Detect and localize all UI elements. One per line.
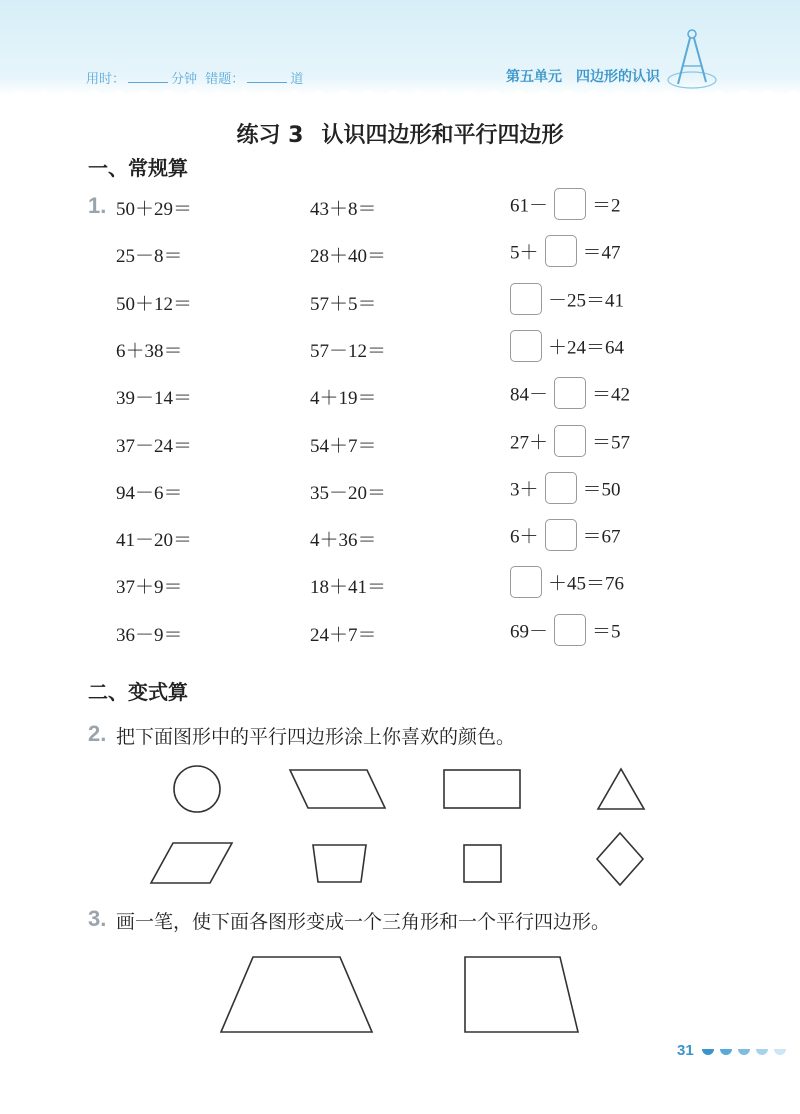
answer-box[interactable] (554, 377, 586, 409)
answer-box[interactable] (510, 283, 542, 315)
answer-box[interactable] (554, 425, 586, 457)
problem-col2-3: 57＋5＝ (310, 293, 377, 315)
problem-col2-7: 35－20＝ (310, 482, 387, 504)
rectangle-icon (444, 770, 520, 808)
question-number-3: 3. (88, 906, 107, 931)
page-number: 31 (677, 1042, 694, 1059)
problem-col1-7: 94－6＝ (116, 482, 183, 504)
problem-col3-8 (510, 519, 621, 551)
problem-col1-8: 41－20＝ (116, 530, 193, 552)
expression-after: ＝67 (582, 526, 621, 548)
answer-box[interactable] (554, 188, 586, 220)
problem-col3-6 (510, 425, 630, 457)
trapezoid-icon[interactable] (221, 957, 372, 1032)
expression-before: 5＋ (510, 242, 539, 264)
expression-before: 69－ (510, 621, 549, 643)
expression-after: ＋24＝64 (548, 337, 625, 359)
problem-col1-6: 37－24＝ (116, 435, 193, 457)
problem-col3-5 (510, 377, 630, 409)
expression-after: ＝57 (592, 432, 631, 453)
expression-before: 6＋ (510, 526, 539, 548)
right-trapezoid-icon[interactable] (465, 957, 578, 1032)
problem-col3-1 (510, 188, 621, 220)
expression-before: 27＋ (510, 432, 549, 453)
problem-col1-1: 50＋29＝ (116, 199, 193, 220)
expression-after: ＝5 (592, 621, 621, 643)
question-text-3: 画一笔，使下面各图形变成一个三角形和一个平行四边形。 (116, 911, 611, 933)
problem-col1-10: 36－9＝ (116, 624, 183, 646)
problem-col3-2 (510, 235, 621, 267)
expression-before: 84－ (510, 384, 549, 406)
expression-after: ＝2 (592, 195, 621, 217)
answer-box[interactable] (545, 235, 577, 267)
triangle-icon (598, 769, 644, 809)
trapezoid-icon (313, 845, 366, 882)
time-record (86, 68, 303, 87)
problem-col2-1: 43＋8＝ (310, 199, 377, 220)
compass-icon (666, 26, 718, 92)
problem-col2-5: 4＋19＝ (310, 388, 377, 410)
expression-before: 61－ (510, 195, 549, 217)
problem-col2-10: 24＋7＝ (310, 624, 377, 646)
expression-before: 3＋ (510, 479, 539, 501)
problem-col2-4: 57－12＝ (310, 340, 387, 362)
time-blank[interactable] (128, 82, 168, 83)
exercise-title: 认识四边形和平行四边形 (321, 123, 564, 148)
section-heading-2: 二、变式算 (88, 680, 188, 704)
problem-col1-5: 39－14＝ (116, 388, 193, 410)
rhombus-icon (597, 833, 643, 885)
question-number-1: 1. (88, 193, 107, 218)
question-number-2: 2. (88, 721, 107, 746)
problem-col2-9: 18＋41＝ (310, 577, 387, 599)
problem-col2-6: 54＋7＝ (310, 435, 377, 457)
question-text-2: 把下面图形中的平行四边形涂上你喜欢的颜色。 (116, 726, 516, 748)
time-label: 用时： (86, 72, 126, 87)
expression-after: ＝50 (582, 479, 621, 501)
page-decoration (700, 1046, 792, 1060)
minute-label: 分钟 (171, 72, 198, 87)
expression-after: ＋45＝76 (548, 573, 625, 595)
problem-col1-9: 37＋9＝ (116, 577, 183, 599)
answer-box[interactable] (545, 519, 577, 551)
page-title (0, 118, 800, 149)
question-unit: 道 (290, 72, 304, 87)
problem-col1-3: 50＋12＝ (116, 293, 193, 315)
problem-col3-4 (510, 330, 624, 362)
expression-after: －25＝41 (548, 290, 625, 312)
parallelogram-icon[interactable] (290, 770, 385, 808)
answer-box[interactable] (510, 330, 542, 362)
problem-col2-8: 4＋36＝ (310, 530, 377, 552)
error-blank[interactable] (247, 82, 287, 83)
problem-col1-4: 6＋38＝ (116, 340, 183, 362)
expression-after: ＝47 (582, 242, 621, 264)
answer-box[interactable] (545, 472, 577, 504)
answer-box[interactable] (554, 614, 586, 646)
square-icon (464, 845, 501, 882)
error-label: 错题： (205, 72, 245, 87)
problem-col3-7 (510, 472, 621, 504)
section-heading-1: 一、常规算 (88, 156, 188, 180)
parallelogram-icon[interactable] (151, 843, 232, 883)
problem-col3-3 (510, 283, 624, 315)
unit-title: 第五单元 四边形的认识 (506, 69, 660, 85)
circle-icon (174, 766, 220, 812)
problem-col2-2: 28＋40＝ (310, 246, 387, 268)
exercise-number: 练习 3 (236, 123, 304, 148)
expression-after: ＝42 (592, 384, 631, 406)
answer-box[interactable] (510, 566, 542, 598)
problem-col3-10 (510, 614, 621, 646)
problem-col3-9 (510, 566, 624, 598)
problem-col1-2: 25－8＝ (116, 246, 183, 268)
